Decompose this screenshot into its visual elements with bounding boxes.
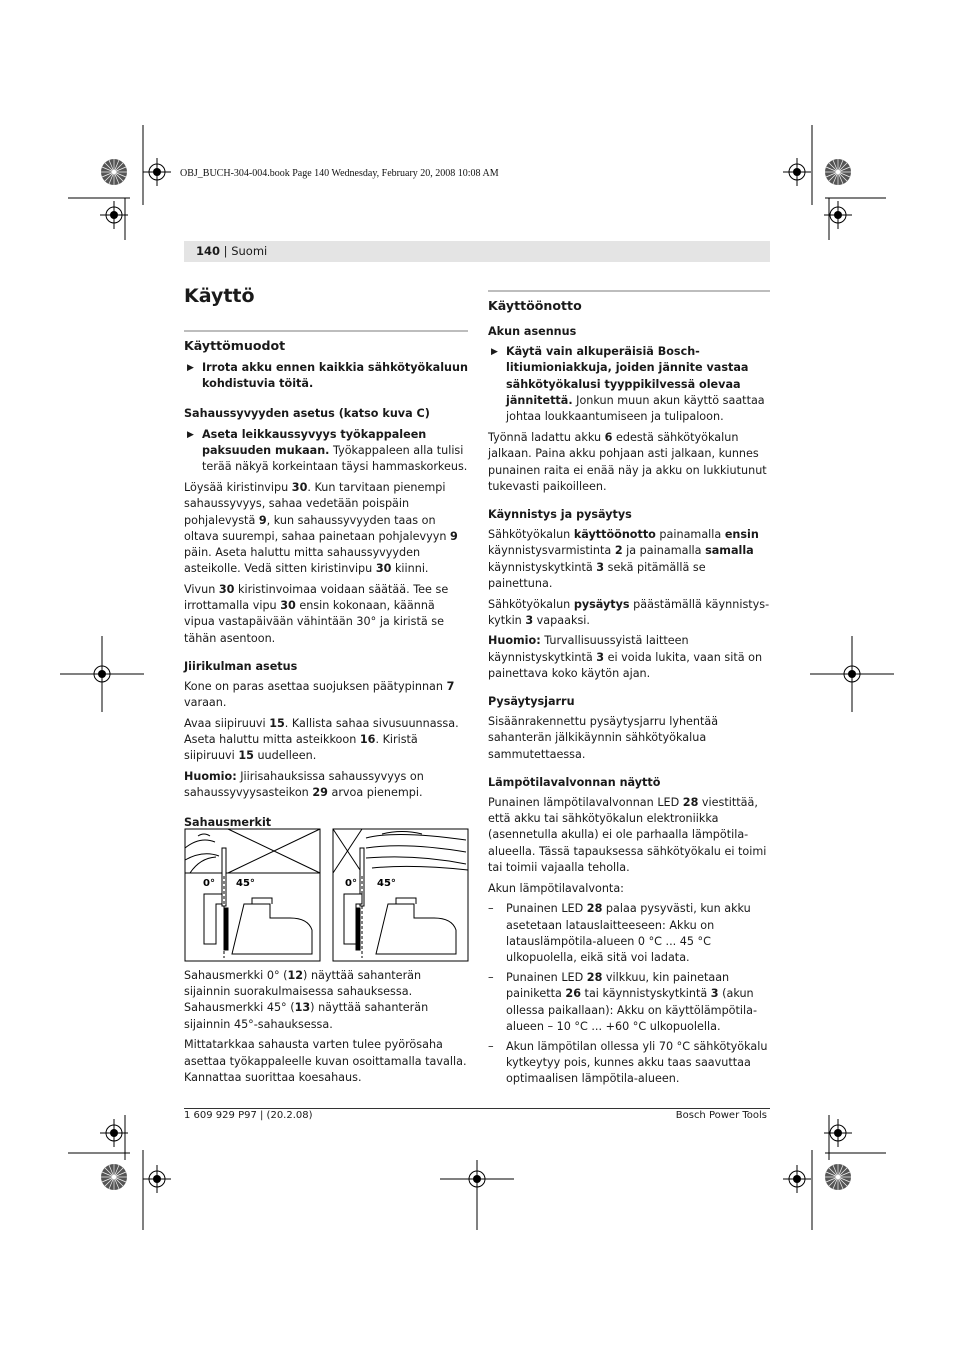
triangle-right-icon: ▶ [187, 363, 194, 373]
subheading-start-stop: Käynnistys ja pysäytys [488, 508, 632, 522]
bullet-set-depth: ▶ Aseta leikkaussyvyys työkappaleen paksuuden mukaan. Työkappaleen alla tulisi terää näkyä korkeintaan täysi hammaskorkeus. [187, 427, 468, 474]
cut-mark-panel-45 [333, 829, 468, 961]
paragraph-start-note: Huomio: Turvallisuussyistä laitteen käynnistyskytkintä 3 ei voida lukita, vaan sitä on painettava koko käytön ajan. [488, 634, 763, 680]
dash-item-led-steady: – Punainen LED 28 palaa pysyvästi, kun akku asetetaan latauslaitteeseen: Akku on latauslämpötila-alueen 0 °C ... 45 °C ulkopuolella, eikä sitä voi ladata. [488, 902, 751, 964]
header-language: Suomi [231, 244, 268, 258]
section-heading-kayttoonotto: Käyttöönotto [488, 290, 770, 314]
paragraph-brake: Sisäänrakennettu pysäytysjarru lyhentää sahanterän jälkikäynnin sähkötyökalua sammutettaessa. [488, 715, 719, 761]
paragraph-temperature-intro: Akun lämpötilavalvonta: [488, 881, 624, 895]
page-header [184, 241, 770, 262]
dash-item-led-blink: – Punainen LED 28 vilkkuu, kin painetaan painiketta 26 tai käynnistyskytkintä 3 (akun ollessa paikallaan): Akku on käyttölämpötila-alueen – 10 °C ... +60 °C ulkopuolella. [488, 971, 758, 1033]
paragraph-cutmarks-2: Mittatarkkaa sahausta varten tulee pyörösaha asettaa työkappaleelle kuvan osoittamalla tavalla. Kannattaa suorittaa koesahaus. [184, 1038, 467, 1084]
fig-label-45-right: 45° [377, 878, 396, 889]
paragraph-stop: Sähkötyökalun pysäytys päästämällä käynnistys- kytkin 3 vapaaksi. [488, 597, 770, 627]
paragraph-start: Sähkötyökalun käyttöönotto painamalla ensin käynnistysvarmistinta 2 ja painamalla samalla käynnistyskytkintä 3 sekä pitämällä se painettuna. [488, 528, 759, 590]
paragraph-mitre-2: Avaa siipiruuvi 15. Kallista sahaa sivusuunnassa. Aseta haluttu mitta asteikkoon 16. Kiristä siipiruuvi 15 uudelleen. [184, 716, 459, 763]
subheading-battery: Akun asennus [488, 325, 577, 338]
paragraph-cutmarks-1: Sahausmerkki 0° (12) näyttää sahanterän sijainnin suorakulmaisessa sahauksessa. Sahausmerkki 45° (13) näyttää sahanterän sijainnin 45°-sahauksessa. [184, 969, 429, 1031]
bullet-text: Irrota akku ennen kaikkia sähkötyökaluun kohdistuvia töitä. [202, 361, 468, 391]
header-separator: | [220, 244, 232, 258]
footer-brand: Bosch Power Tools [675, 1110, 767, 1121]
paragraph-mitre-1: Kone on paras asettaa suojuksen päätypinnan 7 varaan. [184, 679, 455, 710]
printer-slug: OBJ_BUCH-304-004.book Page 140 Wednesday, February 20, 2008 10:08 AM [180, 168, 499, 179]
triangle-right-icon: ▶ [187, 429, 194, 440]
left-column [184, 285, 468, 836]
subheading-brake: Pysäytysjarru [488, 695, 575, 709]
dash-item-overheat: – Akun lämpötilan ollessa yli 70 °C sähkötyökalu kytkeytyy pois, kunnes akku taas saavuttaa optimaalisen lämpötila-alueen. [488, 1039, 768, 1086]
triangle-right-icon: ▶ [491, 347, 498, 358]
bullet-remove-battery [184, 360, 468, 392]
fig-label-0-left: 0° [203, 878, 215, 889]
section-heading-kayttomuodot: Käyttömuodot [184, 330, 468, 354]
cut-mark-panel-0 [185, 829, 320, 961]
subheading-cut-marks: Sahausmerkit [184, 816, 272, 830]
cut-marks-illustration [184, 828, 470, 962]
footer-rule [184, 1108, 770, 1109]
subheading-cutting-depth: Sahaussyvyyden asetus (katso kuva C) [184, 407, 430, 421]
paragraph-depth-2: Vivun 30 kiristinvoimaa voidaan säätää. Tee se irrottamalla vipu 30 ensin kokonaan, käännä vipua vastapäivään vähintään 30° ja kiristä se tähän asentoon. [184, 582, 449, 645]
paragraph-mitre-note: Huomio: Jiirisahauksissa sahaussyvyys on sahaussyvyysasteikon 29 arvoa pienempi. [184, 769, 424, 800]
page-number: 140 [196, 244, 221, 258]
footer-doc-number: 1 609 929 P97 | (20.2.08) [184, 1110, 313, 1121]
paragraph-depth-1: Löysää kiristinvipu 30. Kun tarvitaan pienempi sahaussyvyys, sahaa vedetään poispäin pohjalevystä 9, kun sahaussyvyyden taas on oltava suurempi, sahaa painetaan pohjalevyyn 9 päin. Aseta haluttu mitta sahaussyvyyden asteikolle. Vedä sitten kiristinvipu 30 kiinni. [184, 481, 458, 576]
paragraph-temperature: Punainen lämpötilavalvonnan LED 28 viestittää, että akku tai sähkötyökalun elektroniikka (asennetulla akulla) ei ole parhaalla lämpötila-alueella. Tässä tapauksessa sähkötyökalu ei toimi tai toimii vajaalla teholla. [488, 796, 767, 874]
left-column-bottom [184, 968, 468, 1090]
bullet-original-battery: ▶ Käytä vain alkuperäisiä Bosch-litiumioniakkuja, joiden jännite vastaa sähkötyökalusi tyyppikilvessä olevaa jännitettä. Jonkun muun akun käyttö saattaa johtaa loukkaantumiseen ja tulipaloon. [491, 345, 765, 424]
fig-label-45-left: 45° [236, 878, 255, 889]
page-title: Käyttö [184, 285, 255, 307]
fig-label-0-right: 0° [345, 878, 357, 889]
paragraph-battery: Työnnä ladattu akku 6 edestä sähkötyökalun jalkaan. Paina akku pohjaan asti jalkaan, kunnes punainen raita ei enää näy ja akku on lukkiutunut tukevasti paikoilleen. [488, 431, 767, 493]
right-column [488, 290, 770, 1092]
subheading-mitre: Jiirikulman asetus [184, 659, 298, 673]
subheading-temperature: Lämpötilavalvonnan näyttö [488, 775, 661, 789]
